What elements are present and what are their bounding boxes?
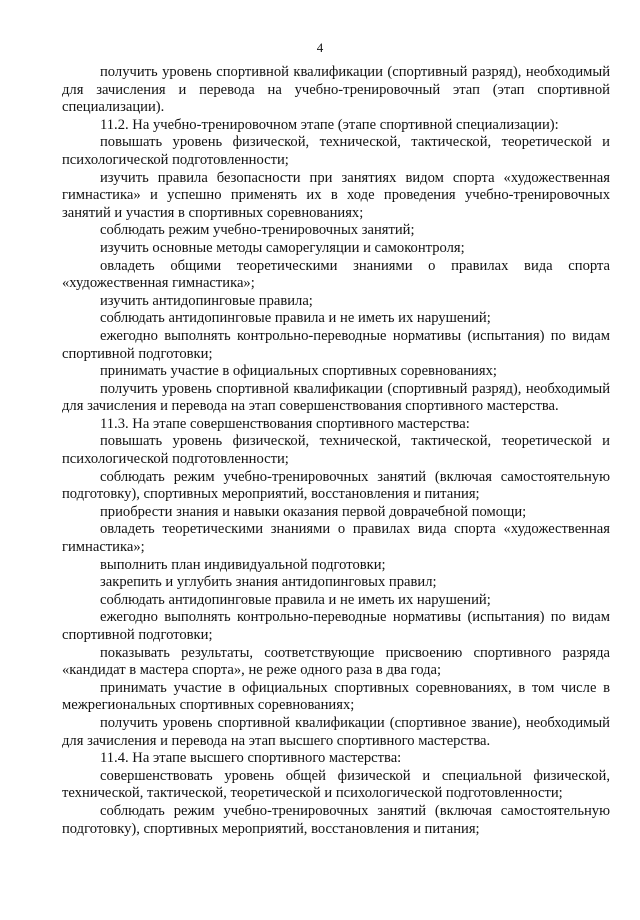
paragraph: совершенствовать уровень общей физической и специальной физической, технической, тактической, теоретической и психологической подготовленности; [62, 767, 610, 802]
paragraph: соблюдать режим учебно-тренировочных занятий; [100, 222, 415, 239]
paragraph: изучить антидопинговые правила; [100, 292, 313, 309]
section-heading-11-2: 11.2. На учебно-тренировочном этапе (этапе спортивной специализации): [100, 116, 559, 133]
paragraph: получить уровень спортивной квалификации (спортивное звание), необходимый для зачисления и перевода на этап высшего спортивного мастерства. [62, 714, 610, 749]
section-heading-11-3: 11.3. На этапе совершенствования спортивного мастерства: [100, 415, 470, 432]
paragraph: показывать результаты, соответствующие присвоению спортивного разряда «кандидат в мастера спорта», не реже одного раза в два года; [62, 644, 610, 679]
paragraph: изучить правила безопасности при занятиях видом спорта «художественная гимнастика» и успешно применять их в ходе проведения учебно-тренировочных занятий и участия в спортивных соревнованиях; [62, 169, 610, 221]
paragraph: повышать уровень физической, технической, тактической, теоретической и психологической подготовленности; [62, 134, 610, 168]
paragraph: получить уровень спортивной квалификации (спортивный разряд), необходимый для зачисления и перевода на учебно-тренировочный этап (этап спортивной специализации). [62, 64, 610, 116]
paragraph: соблюдать режим учебно-тренировочных занятий (включая самостоятельную подготовку), спортивных мероприятий, восстановления и питания; [62, 468, 610, 503]
paragraph: получить уровень спортивной квалификации (спортивный разряд), необходимый для зачисления и перевода на этап совершенствования спортивного мастерства. [62, 380, 610, 415]
paragraph: принимать участие в официальных спортивных соревнованиях, в том числе в межрегиональных спортивных соревнованиях; [62, 679, 610, 714]
section-heading-11-4: 11.4. На этапе высшего спортивного мастерства: [100, 750, 402, 767]
paragraph: соблюдать режим учебно-тренировочных занятий (включая самостоятельную подготовку), спортивных мероприятий, восстановления и питания; [62, 802, 610, 837]
paragraph: ежегодно выполнять контрольно-переводные нормативы (испытания) по видам спортивной подготовки; [62, 609, 610, 643]
paragraph: изучить основные методы саморегуляции и самоконтроля; [100, 239, 465, 256]
document-body [62, 64, 610, 838]
paragraph: приобрести знания и навыки оказания первой доврачебной помощи; [100, 503, 527, 520]
paragraph: ежегодно выполнять контрольно-переводные нормативы (испытания) по видам спортивной подготовки; [62, 327, 610, 362]
paragraph: закрепить и углубить знания антидопинговых правил; [100, 574, 437, 591]
paragraph: принимать участие в официальных спортивных соревнованиях; [100, 363, 497, 380]
paragraph: овладеть теоретическими знаниями о правилах вида спорта «художественная гимнастика»; [62, 521, 610, 556]
paragraph: выполнить план индивидуальной подготовки; [100, 556, 386, 573]
paragraph: повышать уровень физической, технической, тактической, теоретической и психологической подготовленности; [62, 433, 610, 468]
page-number: 4 [316, 40, 324, 55]
paragraph: овладеть общими теоретическими знаниями о правилах вида спорта «художественная гимнастика»; [62, 257, 610, 292]
paragraph: соблюдать антидопинговые правила и не иметь их нарушений; [100, 310, 491, 327]
paragraph: соблюдать антидопинговые правила и не иметь их нарушений; [100, 591, 491, 608]
